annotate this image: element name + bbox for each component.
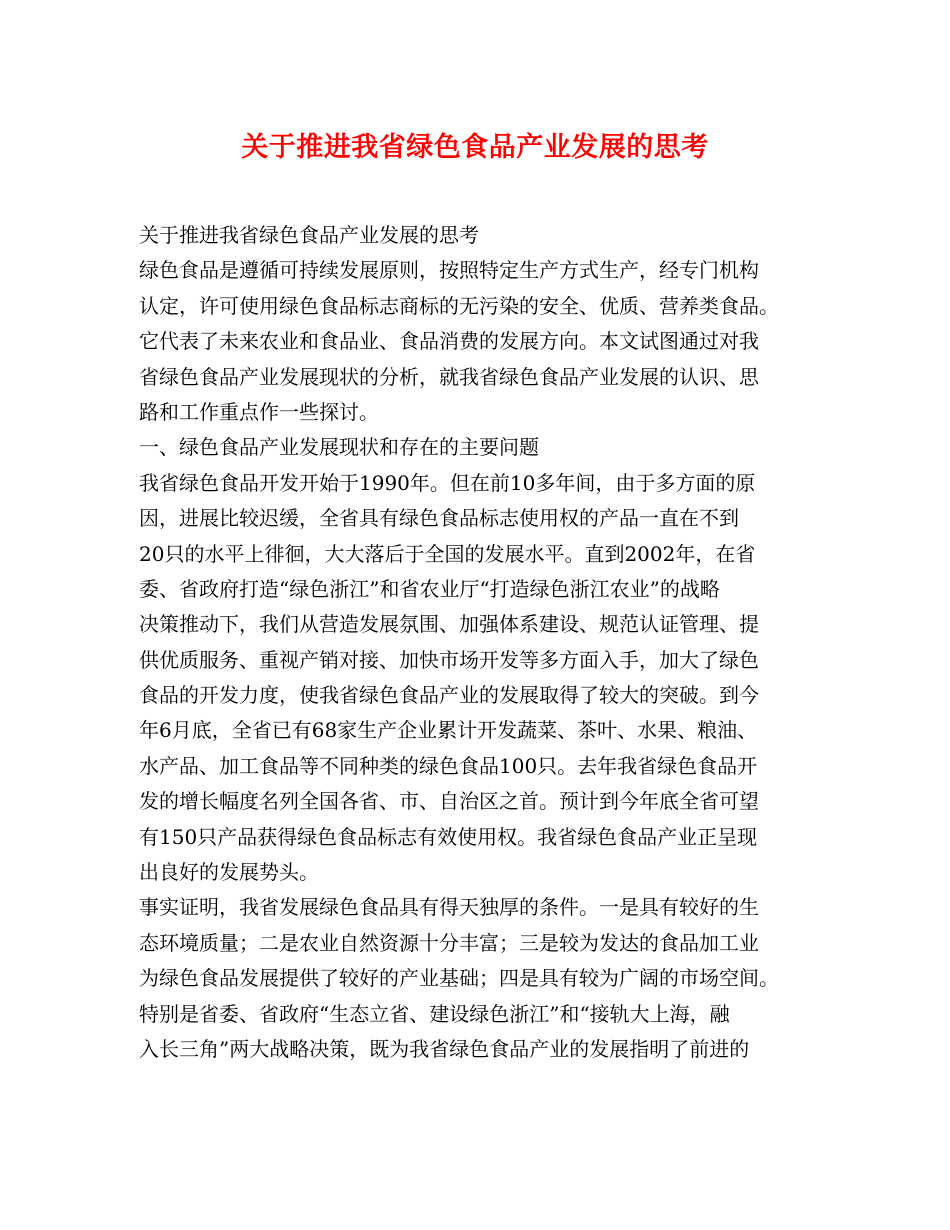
body-line: 绿色食品是遵循可持续发展原则，按照特定生产方式生产，经专门机构 bbox=[139, 258, 759, 283]
body-line: 委、省政府打造“绿色浙江”和省农业厅“打造绿色浙江农业”的战略 bbox=[139, 576, 720, 601]
body-line: 有150只产品获得绿色食品标志有效使用权。我省绿色食品产业正呈现 bbox=[139, 824, 758, 849]
body-line: 路和工作重点作一些探讨。 bbox=[139, 399, 379, 424]
body-line: 食品的开发力度，使我省绿色食品产业的发展取得了较大的突破。到今 bbox=[139, 683, 759, 708]
body-line: 认定，许可使用绿色食品标志商标的无污染的安全、优质、营养类食品。 bbox=[139, 293, 779, 318]
body-line: 事实证明，我省发展绿色食品具有得天独厚的条件。一是具有较好的生 bbox=[139, 895, 759, 920]
body-line: 年6月底，全省已有68家生产企业累计开发蔬菜、茶叶、水果、粮油、 bbox=[139, 718, 758, 743]
body-line: 入长三角”两大战略决策，既为我省绿色食品产业的发展指明了前进的 bbox=[139, 1036, 750, 1061]
body-line: 发的增长幅度名列全国各省、市、自治区之首。预计到今年底全省可望 bbox=[139, 789, 759, 814]
section-heading: 一、绿色食品产业发展现状和存在的主要问题 bbox=[139, 435, 539, 460]
body-line: 关于推进我省绿色食品产业发展的思考 bbox=[139, 223, 479, 247]
body-line: 它代表了未来农业和食品业、食品消费的发展方向。本文试图通过对我 bbox=[139, 329, 759, 354]
body-line: 我省绿色食品开发开始于1990年。但在前10多年间，由于多方面的原 bbox=[139, 470, 756, 495]
document-title: 关于推进我省绿色食品产业发展的思考 bbox=[241, 132, 709, 163]
body-line: 出良好的发展势头。 bbox=[139, 860, 319, 885]
body-line: 态环境质量；二是农业自然资源十分丰富；三是较为发达的食品加工业 bbox=[139, 930, 759, 955]
body-line: 20只的水平上徘徊，大大落后于全国的发展水平。直到2002年，在省 bbox=[139, 541, 756, 566]
body-line: 为绿色食品发展提供了较好的产业基础；四是具有较为广阔的市场空间。 bbox=[139, 966, 779, 991]
body-line: 省绿色食品产业发展现状的分析，就我省绿色食品产业发展的认识、思 bbox=[139, 364, 759, 389]
body-line: 特别是省委、省政府“生态立省、建设绿色浙江”和“接轨大上海，融 bbox=[139, 1001, 730, 1026]
body-line: 决策推动下，我们从营造发展氛围、加强体系建设、规范认证管理、提 bbox=[139, 612, 759, 637]
body-line: 供优质服务、重视产销对接、加快市场开发等多方面入手，加大了绿色 bbox=[139, 647, 759, 672]
body-line: 因，进展比较迟缓，全省具有绿色食品标志使用权的产品一直在不到 bbox=[139, 506, 739, 531]
document-body bbox=[139, 218, 819, 1067]
body-line: 水产品、加工食品等不同种类的绿色食品100只。去年我省绿色食品开 bbox=[139, 753, 758, 778]
